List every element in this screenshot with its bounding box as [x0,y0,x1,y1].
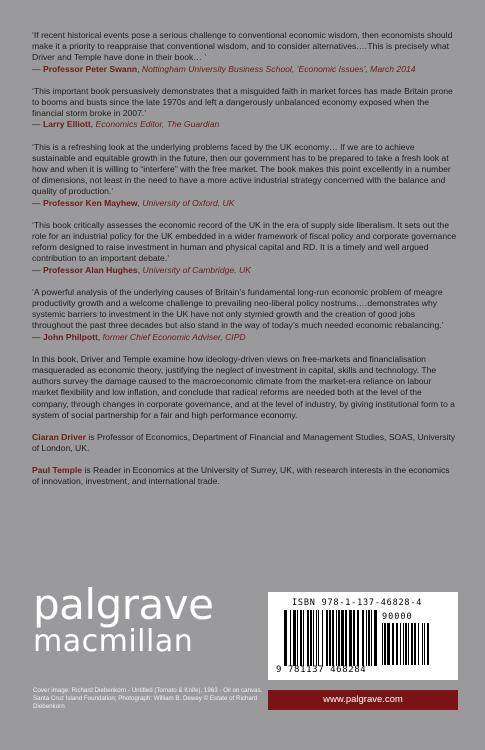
barcode-bar [307,610,309,666]
barcode-bar [341,610,344,666]
barcode-bar [387,623,390,665]
barcode-bar [362,610,364,666]
reviewer-name: Professor Peter Swann [42,63,138,74]
reviewer-name: John Philpott [42,331,98,342]
review-quote: ‘A powerful analysis of the underlying causes of Britain’s fundamental long-run economic problem of meagre productivity growth and a welcome challenge to prevailing neo-liberal policy nostrums.…demonstrates why systemic barriers to investment in the UK have not only stymied growth and the creation of good jobs throughout the past three decades but also stand in the way of today’s much needed economic rebalancing.’ [32,286,444,331]
author-name: Ciaran Driver [32,432,86,443]
barcode-bar [368,610,370,666]
barcode-bar [310,610,312,666]
barcode-bar [371,610,372,666]
barcode-bar [403,623,404,665]
review-1 [32,30,457,75]
barcode-bar [300,610,302,666]
reviewer-affiliation: University of Cambridge, UK [142,264,251,275]
review-attribution: — Professor Peter Swann, Nottingham University Business School, ‘Economic Issues’, March 2014 [32,63,416,74]
barcode-bar [418,623,419,665]
barcode-bar [427,623,429,665]
review-attribution: — John Philpott, former Chief Economic Adviser, CIPD [32,331,246,342]
author-name: Paul Temple [32,464,82,475]
review-quote: ‘This book critically assesses the economic record of the UK in the era of supply side liberalism. It sets out the role for an industrial policy for the UK embedded in a wider framework of fiscal policy and corporate governance reform designed to raise investment in human and physical capital and RD. It is a timely and well argued contribution to an important debate.’ [32,219,457,264]
addon-barcode [382,623,432,665]
back-cover-text [32,30,457,497]
reviewer-affiliation: Economics Editor, The Guardian [95,119,220,130]
barcode-bar [290,610,291,666]
reviewer-affiliation: Nottingham University Business School, ‘Economic Issues’, March 2014 [141,63,416,74]
reviewer-affiliation: University of Oxford, UK [142,197,235,208]
barcode-bar [353,610,355,666]
barcode-bar [338,610,340,666]
reviewer-name: Larry Elliott [42,119,91,130]
review-quote: ‘If recent historical events pose a serious challenge to conventional economic wisdom, then economists should make it a priority to reappraise that conventional wisdom, and to consider alternatives.…This is precisely what Driver and Temple have done in their book… ’ [32,30,453,63]
barcode-panel [268,592,458,680]
reviewer-affiliation: former Chief Economic Adviser, CIPD [102,331,246,342]
barcode-bar [318,610,319,666]
review-attribution: — Professor Ken Mayhew, University of Oxford, UK [32,197,235,208]
review-quote: ‘This important book persuasively demonstrates that a misguided faith in market forces has made Britain prone to booms and busts since the late 1970s and left a dangerously unbalanced economy exposed when the financial storm broke in 2007.’ [32,85,453,119]
barcode-bar [349,610,352,666]
isbn-text: ISBN 978-1-137-46828-4 [292,598,423,608]
barcode-bar [382,623,383,665]
barcode-bar [424,623,425,665]
author-bio [32,432,457,454]
review-attribution: — Professor Alan Hughes, University of Cambridge, UK [32,264,251,275]
author-bio-text: is Professor of Economics, Department of Financial and Management Studies, SOAS, University of London, UK. [32,432,456,454]
publisher-website[interactable]: www.palgrave.com [268,690,458,710]
barcode-bar [366,610,367,666]
review-2 [32,86,457,131]
review-5 [32,287,457,343]
barcode-bar [384,623,386,665]
reviewer-name: Professor Alan Hughes [42,264,138,275]
ean-barcode [284,610,378,666]
author-bio-text: is Reader in Economics at the University of Surrey, UK, with research interests in the economics of innovation, investment, and international trade. [32,464,450,486]
barcode-bar [336,610,337,666]
barcode-bar [284,610,287,666]
review-quote: ‘This is a refreshing look at the underlying problems faced by the UK economy… If we are to achieve sustainable and equitable growth in the future, then our government has to be prepared to take a fresh look at how and when it is willing to “interfere” with the free market. The book makes this point excellently in a number of dimensions, not least in the need to have a more active industrial strategy concerned with the balance and quality of production.’ [32,141,451,197]
barcode-bar [313,610,314,666]
barcode-bar [414,623,416,665]
cover-image-credit: Cover image: Richard Diebenkorn - Untitled (Tomato & Knife), 1963 - Oil on canvas. Santa Cruz Island Foundation; Photograph: William B. Dewey © Estate of Richard Diebenkorn [33,687,263,710]
price-code: 90000 [382,612,413,622]
ean-number: 9 781137 468284 [276,665,367,675]
barcode-bar [357,610,359,666]
barcode-bar [411,623,413,665]
barcode-bar [400,623,401,665]
book-description: In this book, Driver and Temple examine how ideology-driven views on free-markets and financialisation masqueraded as economic theory, justifying the neglect of investment in capital, skills and technology. The authors survey the damage caused to the macroeconomic climate from the market-era reliance on labour market flexibility and low inflation, and conclude that radical reforms are needed both at the level of the company, through changes in corporate governance, and at the level of industry, by giving institutional form to a system of social partnership for a fair and high performance economy. [32,353,455,420]
barcode-bar [374,610,377,666]
barcode-bar [303,610,304,666]
reviewer-name: Professor Ken Mayhew [42,197,138,208]
publisher-logo-line1: palgrave [33,580,214,629]
barcode-bar [408,623,409,665]
barcode-bar [322,610,323,666]
author-bio [32,465,457,487]
barcode-bar [392,623,394,665]
barcode-bar [329,610,331,666]
barcode-bar [396,623,398,665]
barcode-bar [405,623,407,665]
barcode-bar [332,610,334,666]
review-3 [32,142,457,209]
barcode-bar [422,623,423,665]
barcode-bar [326,610,328,666]
barcode-bar [316,610,317,666]
publisher-logo-line2: macmillan [33,624,194,659]
barcode-bar [293,610,296,666]
review-4 [32,220,457,276]
review-attribution: — Larry Elliott, Economics Editor, The Guardian [32,119,220,130]
barcode-bar [345,610,347,666]
barcode-bar [297,610,298,666]
publisher-logo [33,580,214,659]
